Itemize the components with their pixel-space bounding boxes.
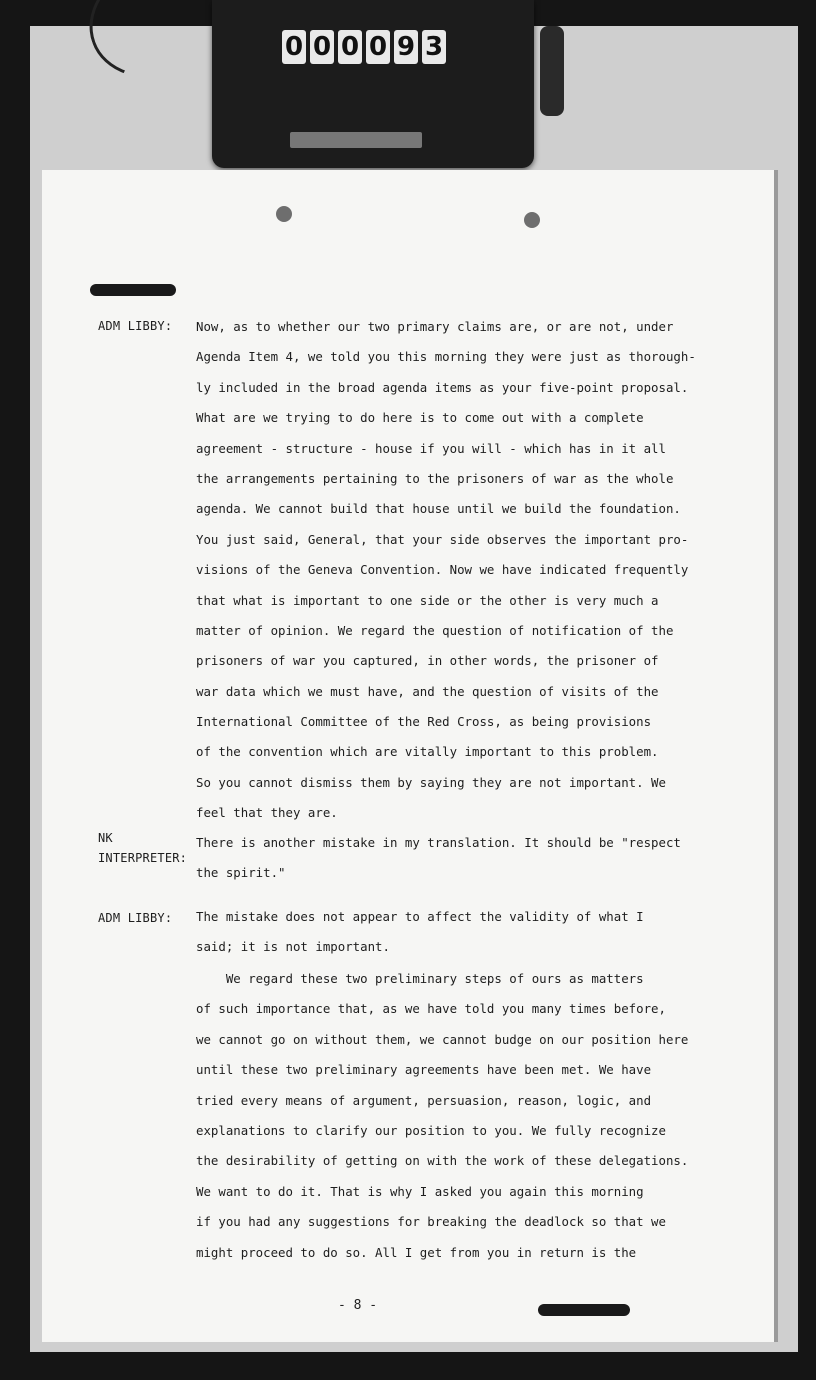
punch-hole [276, 206, 292, 222]
text-line: agenda. We cannot build that house until we build the foundation. [196, 501, 681, 517]
text-line: There is another mistake in my translation. It should be "respect [196, 835, 681, 850]
text-line: What are we trying to do here is to come out with a complete [196, 410, 644, 426]
redaction-mark [90, 284, 176, 296]
text-line: explanations to clarify our position to you. We fully recognize [196, 1122, 666, 1138]
text-line: prisoners of war you captured, in other words, the prisoner of [196, 653, 659, 669]
punch-hole [524, 212, 540, 228]
counter-digit: 9 [394, 30, 418, 64]
text-line: So you cannot dismiss them by saying they are not important. We [196, 774, 666, 790]
text-line: agreement - structure - house if you will - which has in it all [196, 440, 666, 456]
text-line: tried every means of argument, persuasion, reason, logic, and [196, 1092, 652, 1108]
counter-digit: 3 [422, 30, 446, 64]
text-line: said; it is not important. [196, 939, 390, 955]
text-line: of the convention which are vitally important to this problem. [196, 744, 659, 760]
text-line: Agenda Item 4, we told you this morning they were just as thorough- [196, 349, 696, 365]
text-line: we cannot go on without them, we cannot budge on our position here [196, 1031, 689, 1047]
text-line: Now, as to whether our two primary claims are, or are not, under [196, 319, 674, 334]
text-line: the spirit." [196, 865, 286, 881]
text-line: International Committee of the Red Cross, as being provisions [196, 714, 652, 730]
text-line: that what is important to one side or the other is very much a [196, 592, 659, 608]
text-line: war data which we must have, and the question of visits of the [196, 683, 659, 699]
speaker-label: ADM LIBBY: [98, 319, 173, 333]
text-line: the desirability of getting on with the work of these delegations. [196, 1153, 689, 1169]
speaker-label: ADM LIBBY: [98, 911, 173, 925]
counter-nameplate [290, 132, 422, 148]
text-line: until these two preliminary agreements have been met. We have [196, 1062, 652, 1078]
transcript-paragraph [196, 312, 756, 829]
text-line: We want to do it. That is why I asked you again this morning [196, 1183, 644, 1199]
counter-knob [540, 26, 564, 116]
counter-digit: 0 [338, 30, 362, 64]
frame-counter [212, 0, 534, 168]
page-number: - 8 - [338, 1298, 378, 1313]
counter-digit: 0 [282, 30, 306, 64]
text-line: the arrangements pertaining to the prisoners of war as the whole [196, 470, 674, 486]
text-line: visions of the Geneva Convention. Now we have indicated frequently [196, 562, 689, 578]
text-line: You just said, General, that your side observes the important pro- [196, 531, 689, 547]
text-line: matter of opinion. We regard the question of notification of the [196, 622, 674, 638]
speaker-label: NK INTERPRETER: [98, 831, 188, 865]
text-line: might proceed to do so. All I get from you in return is the [196, 1244, 637, 1260]
transcript-paragraph [196, 828, 756, 889]
text-line: of such importance that, as we have told you many times before, [196, 1001, 666, 1017]
text-line: if you had any suggestions for breaking the deadlock so that we [196, 1214, 666, 1230]
text-line: The mistake does not appear to affect the validity of what I [196, 909, 644, 924]
text-line: ly included in the broad agenda items as your five-point proposal. [196, 379, 689, 395]
transcript-paragraph [196, 964, 756, 1268]
text-line: feel that they are. [196, 805, 338, 821]
redaction-mark [538, 1304, 630, 1316]
document-page [42, 170, 774, 1342]
text-line: We regard these two preliminary steps of ours as matters [196, 971, 644, 986]
counter-digit: 0 [310, 30, 334, 64]
transcript-paragraph [196, 902, 756, 963]
counter-digit: 0 [366, 30, 390, 64]
counter-digits [282, 30, 446, 66]
